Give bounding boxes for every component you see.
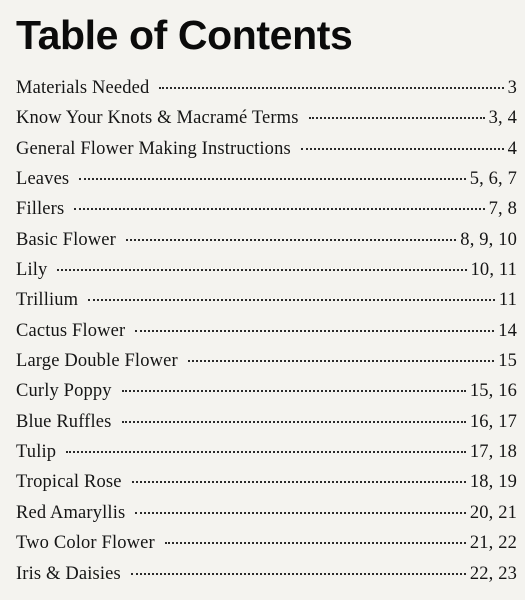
toc-entry-pages: 15, 16 [469,381,517,402]
toc-entry-pages: 11 [498,290,517,311]
toc-entry-title: Blue Ruffles [16,411,112,432]
toc-entry [16,134,517,164]
toc-entry [16,559,517,589]
toc-entry-pages: 16, 17 [469,411,517,432]
dot-leader [57,268,466,271]
toc-entry-title: Basic Flower [16,229,116,250]
dot-leader [135,329,494,332]
toc-entry-title: Leaves [16,169,70,190]
toc-entry-title: Tropical Rose [16,472,122,493]
toc-entry-title: General Flower Making Instructions [16,138,291,159]
toc-entry-title: Cactus Flower [16,320,126,341]
toc-entry-pages: 18, 19 [469,472,517,493]
toc-entry-title: Fillers [16,199,65,220]
toc-entry-title: Large Double Flower [16,351,178,372]
toc-entry [16,225,517,255]
page-title: Table of Contents [16,12,353,58]
dot-leader [79,177,465,180]
toc-entry-pages: 4 [507,138,517,159]
toc-entry-pages: 3, 4 [488,108,517,129]
toc-entry-pages: 14 [498,320,517,341]
toc-entry [16,285,517,315]
dot-leader [188,359,494,362]
toc-entry-pages: 22, 23 [469,563,517,584]
toc-entry-title: Lily [16,260,48,281]
toc-entry [16,467,517,497]
dot-leader [165,541,466,544]
dot-leader [131,572,466,575]
toc-entry [16,407,517,437]
toc-entry [16,73,517,103]
toc-entry-title: Curly Poppy [16,381,112,402]
dot-leader [122,389,466,392]
dot-leader [122,420,466,423]
toc-entry-title: Trillium [16,290,79,311]
dot-leader [88,298,495,301]
table-of-contents-list [16,73,517,589]
toc-entry-title: Iris & Daisies [16,563,121,584]
dot-leader [309,116,485,119]
toc-entry [16,103,517,133]
toc-entry-pages: 3 [507,78,517,98]
dot-leader [132,480,466,483]
dot-leader [135,511,465,514]
toc-entry [16,316,517,346]
toc-entry [16,346,517,376]
toc-entry-pages: 21, 22 [469,533,517,554]
toc-entry-pages: 10, 11 [470,260,517,281]
toc-entry-pages: 7, 8 [488,199,517,220]
toc-entry-title: Two Color Flower [16,533,155,554]
dot-leader [66,450,466,453]
toc-entry [16,376,517,406]
toc-entry-pages: 5, 6, 7 [469,169,517,190]
toc-entry-pages: 15 [498,351,517,372]
dot-leader [74,207,484,210]
dot-leader [126,238,456,241]
toc-entry [16,498,517,528]
toc-entry-pages: 20, 21 [469,502,517,523]
toc-entry-title: Materials Needed [16,78,150,98]
toc-entry [16,164,517,194]
toc-entry [16,194,517,224]
toc-entry [16,255,517,285]
toc-entry-title: Red Amaryllis [16,502,126,523]
dot-leader [301,147,504,150]
toc-entry-title: Tulip [16,442,57,463]
toc-entry-pages: 17, 18 [469,442,517,463]
toc-entry-pages: 8, 9, 10 [460,229,517,250]
toc-entry [16,528,517,558]
dot-leader [159,86,503,89]
toc-entry [16,437,517,467]
toc-entry-title: Know Your Knots & Macramé Terms [16,108,299,129]
